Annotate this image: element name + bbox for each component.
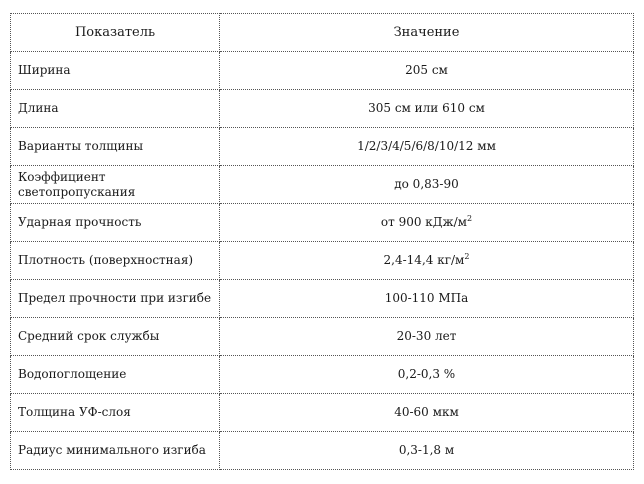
parameter-cell: Коэффициент светопропускания [11, 166, 220, 204]
parameter-cell: Предел прочности при изгибе [11, 280, 220, 318]
value-text: от 900 кДж/м [380, 215, 467, 229]
table-row [11, 432, 634, 470]
table-header-row [11, 14, 634, 52]
value-cell [220, 166, 634, 204]
value-cell [220, 432, 634, 470]
value-text: 40-60 мкм [394, 405, 459, 419]
value-text: 0,3-1,8 м [398, 443, 455, 457]
value-cell [220, 128, 634, 166]
table-row [11, 90, 634, 128]
parameter-cell: Радиус минимального изгиба [11, 432, 220, 470]
header-value: Значение [220, 14, 634, 52]
value-text: 0,2-0,3 % [397, 367, 456, 381]
parameter-cell: Средний срок службы [11, 318, 220, 356]
table-row [11, 204, 634, 242]
parameter-cell: Водопоглощение [11, 356, 220, 394]
value-text: 100-110 МПа [384, 291, 469, 305]
parameter-cell: Плотность (поверхностная) [11, 242, 220, 280]
value-cell [220, 242, 634, 280]
table-header [11, 14, 634, 52]
parameter-cell: Ударная прочность [11, 204, 220, 242]
specifications-table [10, 13, 634, 470]
value-text: 305 см или 610 см [368, 101, 485, 115]
value-text: 1/2/3/4/5/6/8/10/12 мм [357, 139, 496, 153]
table-body [11, 52, 634, 470]
parameter-cell: Длина [11, 90, 220, 128]
value-text: 20-30 лет [396, 329, 457, 343]
superscript: 2 [466, 214, 473, 223]
table-row [11, 394, 634, 432]
value-text: 2,4-14,4 кг/м [383, 253, 465, 267]
value-cell [220, 204, 634, 242]
value-cell [220, 356, 634, 394]
table-row [11, 356, 634, 394]
table-row [11, 242, 634, 280]
value-text: 205 см [405, 63, 448, 77]
table-row [11, 318, 634, 356]
parameter-cell: Толщина УФ-слоя [11, 394, 220, 432]
parameter-cell: Ширина [11, 52, 220, 90]
value-cell [220, 318, 634, 356]
superscript: 2 [464, 252, 470, 261]
value-cell [220, 52, 634, 90]
value-cell [220, 394, 634, 432]
table-row [11, 166, 634, 204]
table-row [11, 52, 634, 90]
value-text: до 0,83-90 [394, 177, 459, 191]
table-row [11, 128, 634, 166]
value-cell [220, 90, 634, 128]
table-row [11, 280, 634, 318]
header-parameter: Показатель [11, 14, 220, 52]
parameter-cell: Варианты толщины [11, 128, 220, 166]
value-cell [220, 280, 634, 318]
